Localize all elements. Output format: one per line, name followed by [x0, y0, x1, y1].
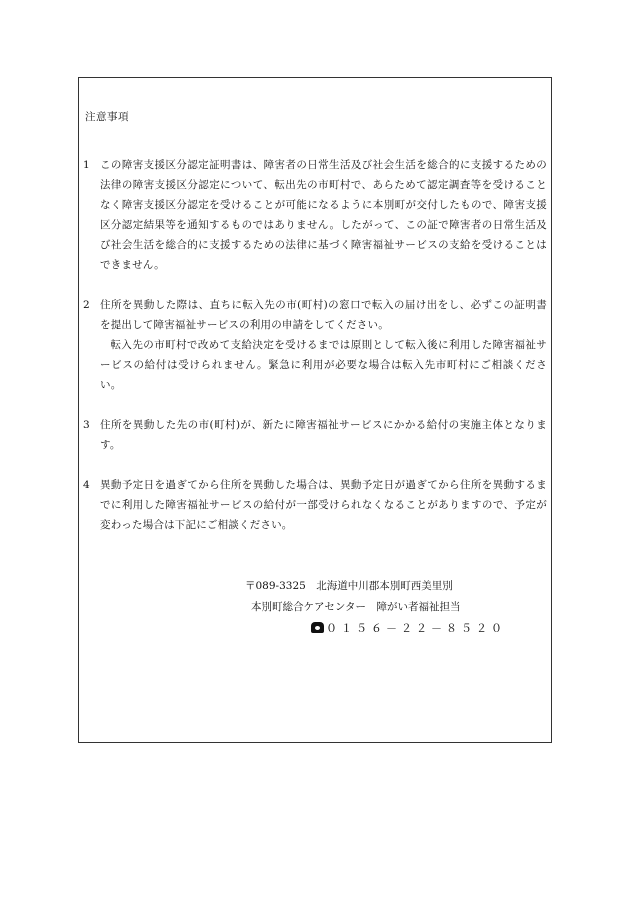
notes-list [83, 155, 547, 555]
note-number: 4 [83, 479, 90, 491]
document-frame [78, 77, 552, 743]
contact-address: 〒089-3325 北海道中川郡本別町西美里別 [245, 580, 453, 592]
note-item-3 [83, 415, 547, 455]
note-text [100, 155, 547, 275]
contact-phone-number: ０１５６－２２－８５２０ [326, 622, 506, 635]
note-paragraph: 転入先の市町村で改めて支給決定を受けるまでは原則として転入後に利用した障害福祉サービスの給付は受けられません。緊急に利用が必要な場合は転入先市町村にご相談ください。 [100, 339, 547, 391]
note-text [100, 415, 547, 455]
note-item-2 [83, 295, 547, 395]
note-number: 3 [83, 419, 90, 431]
note-item-1 [83, 155, 547, 275]
document-title: 注意事項 [85, 111, 129, 123]
note-paragraph: 住所を異動した際は、直ちに転入先の市(町村)の窓口で転入の届け出をし、必ずこの証明書を提出して障害福祉サービスの利用の申請をしてください。 [100, 299, 547, 331]
telephone-icon [311, 622, 324, 633]
note-paragraph: 異動予定日を過ぎてから住所を異動した場合は、異動予定日が過ぎてから住所を異動するまでに利用した障害福祉サービスの給付が一部受けられなくなることがありますので、予定が変わった場合は下記にご相談ください。 [100, 479, 547, 531]
note-number: 1 [83, 159, 90, 171]
note-text [100, 475, 547, 535]
note-text [100, 295, 547, 395]
note-number: 2 [83, 299, 90, 311]
contact-phone-line [245, 618, 506, 639]
note-paragraph: 住所を異動した先の市(町村)が、新たに障害福祉サービスにかかる給付の実施主体となります。 [100, 419, 547, 451]
note-item-4 [83, 475, 547, 535]
note-paragraph: この障害支援区分認定証明書は、障害者の日常生活及び社会生活を総合的に支援するための法律の障害支援区分認定について、転出先の市町村で、あらためて認定調査等を受けることなく障害支援区分認定を受けることが可能になるように本別町が交付したもので、障害支援区分認定結果等を通知するものではありません。したがって、この証で障害者の日常生活及び社会生活を総合的に支援するための法律に基づく障害福祉サービスの支給を受けることはできません。 [100, 159, 547, 271]
contact-block [245, 576, 506, 639]
contact-organization: 本別町総合ケアセンター 障がい者福祉担当 [251, 601, 461, 613]
